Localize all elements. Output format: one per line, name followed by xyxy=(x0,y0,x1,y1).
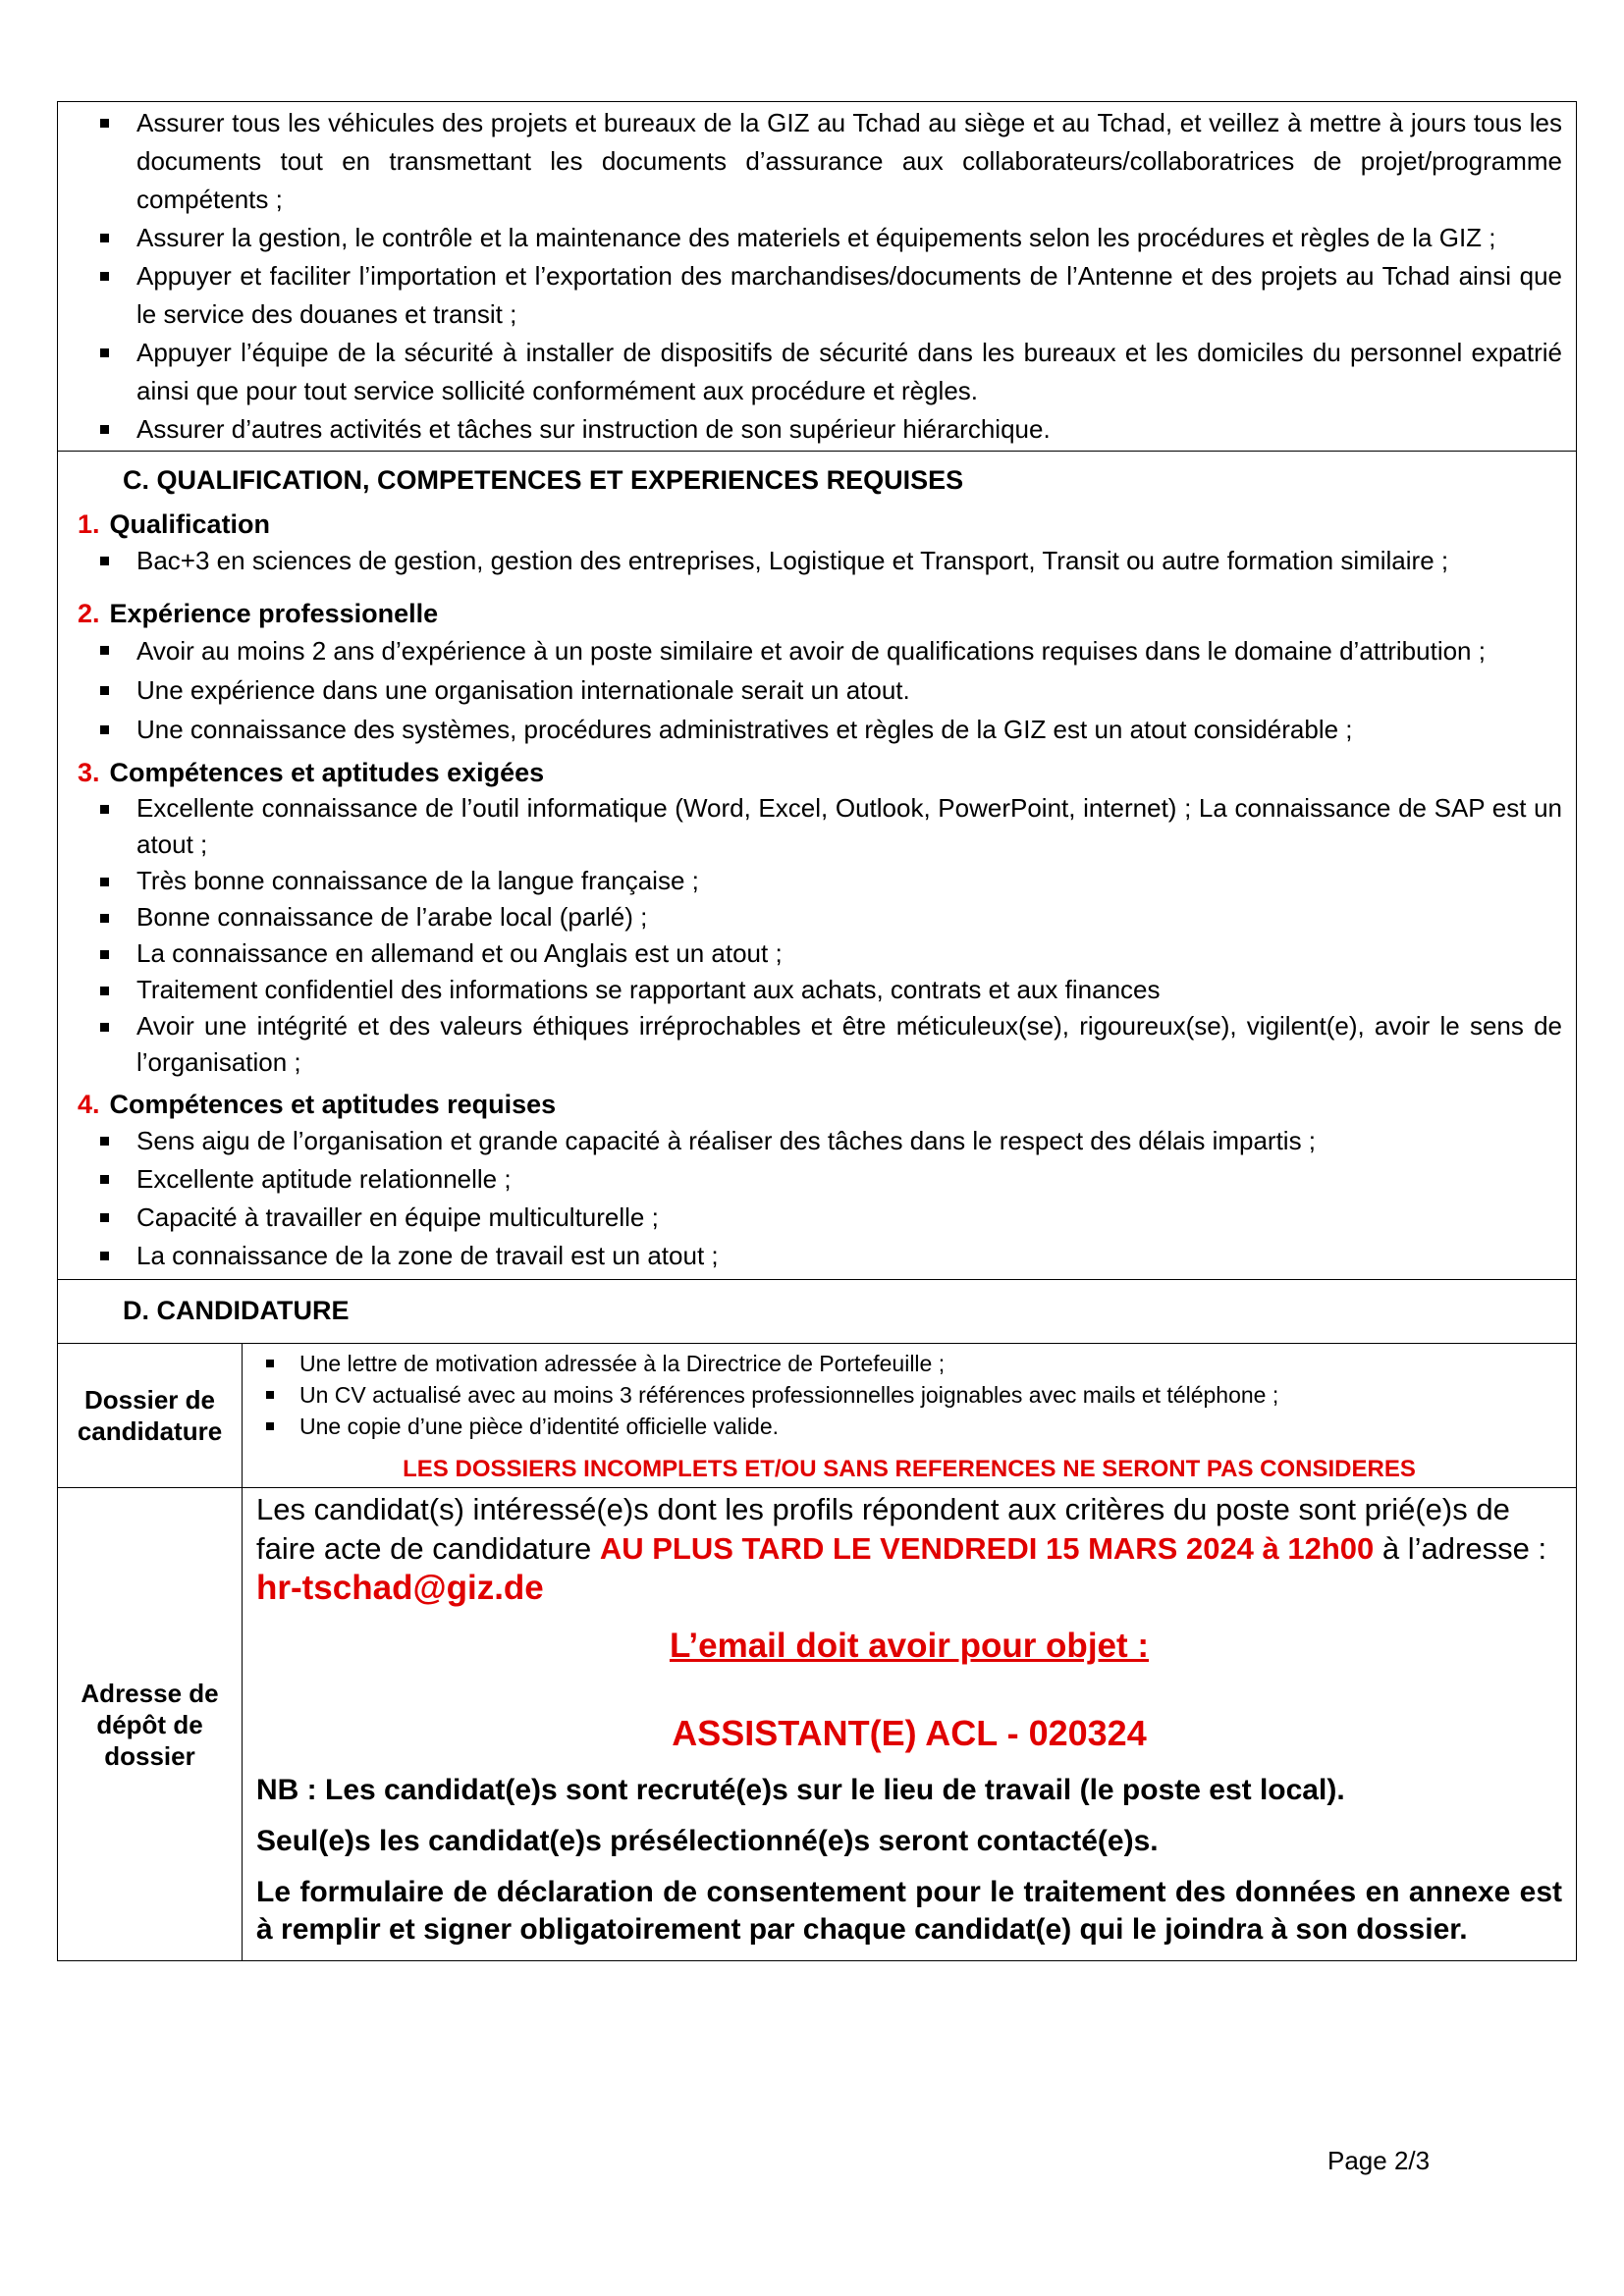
subsection-number: 3. xyxy=(78,758,100,787)
note-shortlist: Seul(e)s les candidat(e)s présélectionné(e)s seront contacté(e)s. xyxy=(256,1825,1159,1857)
list-item: Excellente aptitude relationnelle ; xyxy=(58,1160,1576,1199)
subsection-competences-exigees xyxy=(58,755,1576,790)
list-item: Excellente connaissance de l’outil informatique (Word, Excel, Outlook, PowerPoint, internet) ; La connaissance de SAP est un atout ; xyxy=(58,790,1576,863)
list-item: Capacité à travailler en équipe multiculturelle ; xyxy=(58,1199,1576,1237)
intro-text: Les candidat(s) intéressé(e)s dont les profils répondent aux critères du poste sont prié(e)s de faire acte de candidature xyxy=(256,1492,1510,1566)
dossier-label: Dossier de candidature xyxy=(58,1344,243,1488)
list-item: Une connaissance des systèmes, procédures administratives et règles de la GIZ est un atout considérable ; xyxy=(58,711,1576,749)
experience-list xyxy=(58,631,1576,749)
section-c-title: C. QUALIFICATION, COMPETENCES ET EXPERIENCES REQUISES xyxy=(123,465,964,495)
note-local-post: NB : Les candidat(e)s sont recruté(e)s sur le lieu de travail (le poste est local). xyxy=(256,1774,1345,1806)
subsection-title: Qualification xyxy=(109,509,271,539)
qualification-list xyxy=(58,542,1576,580)
dossier-list xyxy=(243,1348,1576,1442)
section-c-row xyxy=(58,452,1577,1280)
subsection-title: Compétences et aptitudes requises xyxy=(109,1090,557,1119)
subject-heading: L’email doit avoir pour objet : xyxy=(669,1627,1150,1665)
page-number: Page 2/3 xyxy=(1327,2146,1431,2175)
list-item: Assurer d’autres activités et tâches sur instruction de son supérieur hiérarchique. xyxy=(58,410,1576,449)
list-item: Très bonne connaissance de la langue française ; xyxy=(58,863,1576,899)
list-item: Traitement confidentiel des informations se rapportant aux achats, contrats et aux finances xyxy=(58,972,1576,1008)
section-d-title: D. CANDIDATURE xyxy=(123,1296,350,1325)
competences-exigees-list xyxy=(58,790,1576,1081)
competences-requises-list xyxy=(58,1122,1576,1275)
list-item: Avoir une intégrité et des valeurs éthiques irréprochables et être méticuleux(se), rigoureux(se), vigilent(e), avoir le sens de l’organisation ; xyxy=(58,1008,1576,1081)
address-prefix: à l’adresse : xyxy=(1381,1531,1547,1566)
list-item: Avoir au moins 2 ans d’expérience à un poste similaire et avoir de qualifications requises dans le domaine d’attribution ; xyxy=(58,631,1576,670)
list-item: Appuyer et faciliter l’importation et l’exportation des marchandises/documents de l’Antenne et des projets au Tchad ainsi que le service des douanes et transit ; xyxy=(58,257,1576,334)
subsection-number: 4. xyxy=(78,1090,100,1119)
application-instructions xyxy=(256,1490,1562,1609)
subsection-competences-requises xyxy=(58,1087,1576,1122)
incomplete-warning: LES DOSSIERS INCOMPLETS ET/OU SANS REFERENCES NE SERONT PAS CONSIDERES xyxy=(403,1456,1416,1482)
subsection-number: 2. xyxy=(78,599,100,628)
subsection-experience xyxy=(58,596,1576,631)
note-consent-form: Le formulaire de déclaration de consentement pour le traitement des données en annexe est à remplir et signer obligatoirement par chaque candidat(e) qui le joindra à son dossier. xyxy=(256,1876,1562,1946)
list-item: Un CV actualisé avec au moins 3 références professionnelles joignables avec mails et téléphone ; xyxy=(243,1379,1576,1411)
adresse-row xyxy=(58,1488,1577,1961)
list-item: La connaissance de la zone de travail est un atout ; xyxy=(58,1237,1576,1275)
subsection-title: Expérience professionelle xyxy=(109,599,439,628)
deadline-text: AU PLUS TARD LE VENDREDI 15 MARS 2024 à 12h00 xyxy=(599,1531,1375,1566)
email-subject: ASSISTANT(E) ACL - 020324 xyxy=(672,1713,1147,1753)
document-body xyxy=(57,101,1576,1961)
list-item: Assurer tous les véhicules des projets et bureaux de la GIZ au Tchad au siège et au Tchad, et veillez à mettre à jours tous les documents tout en transmettant les documents d’assurance aux collaborateurs/collaboratrices de projet/programme compétents ; xyxy=(58,104,1576,219)
adresse-label: Adresse de dépôt de dossier xyxy=(58,1488,243,1961)
list-item: Une lettre de motivation adressée à la Directrice de Portefeuille ; xyxy=(243,1348,1576,1379)
subsection-title: Compétences et aptitudes exigées xyxy=(109,758,545,787)
list-item: Bac+3 en sciences de gestion, gestion des entreprises, Logistique et Transport, Transit ou autre formation similaire ; xyxy=(58,542,1576,580)
list-item: Bonne connaissance de l’arabe local (parlé) ; xyxy=(58,899,1576,935)
list-item: Une expérience dans une organisation internationale serait un atout. xyxy=(58,671,1576,710)
list-item: Appuyer l’équipe de la sécurité à installer de dispositifs de sécurité dans les bureaux et les domiciles du personnel expatrié ainsi que pour tout service sollicité conformément aux procédure et règles. xyxy=(58,334,1576,410)
activities-row xyxy=(58,102,1577,452)
list-item: Sens aigu de l’organisation et grande capacité à réaliser des tâches dans le respect des délais impartis ; xyxy=(58,1122,1576,1160)
section-d-row xyxy=(58,1280,1577,1344)
subsection-number: 1. xyxy=(78,509,100,539)
subsection-qualification xyxy=(58,507,1576,542)
list-item: La connaissance en allemand et ou Anglais est un atout ; xyxy=(58,935,1576,972)
email-link[interactable]: hr-tschad@giz.de xyxy=(256,1569,544,1607)
job-description-table xyxy=(57,101,1577,1961)
dossier-row xyxy=(58,1344,1577,1488)
list-item: Assurer la gestion, le contrôle et la maintenance des materiels et équipements selon les procédures et règles de la GIZ ; xyxy=(58,219,1576,257)
list-item: Une copie d’une pièce d’identité officielle valide. xyxy=(243,1411,1576,1442)
activities-list xyxy=(58,104,1576,449)
